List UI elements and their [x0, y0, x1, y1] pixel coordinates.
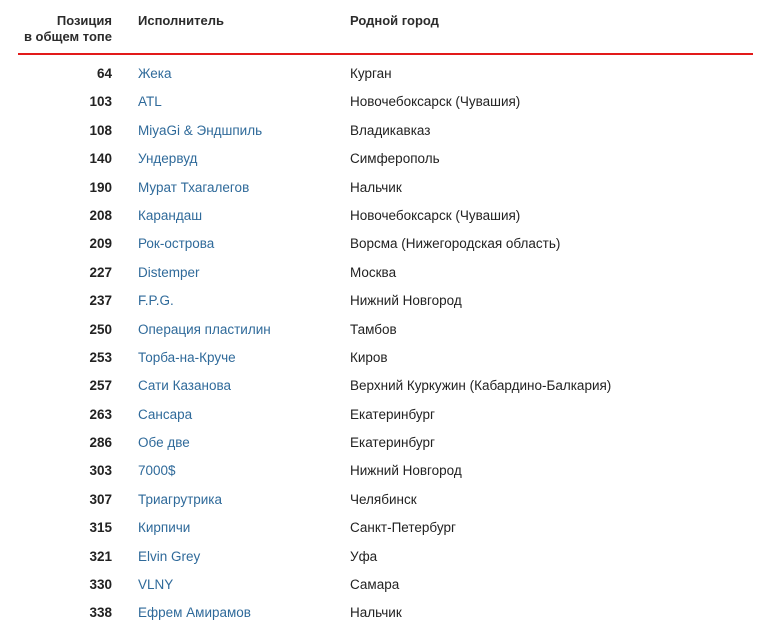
row-artist-link[interactable]: F.P.G. — [138, 293, 174, 309]
row-city: Самара — [350, 577, 400, 593]
row-artist-link[interactable]: Обе две — [138, 435, 190, 451]
row-city: Новочебоксарск (Чувашия) — [350, 94, 521, 110]
row-artist-link[interactable]: Карандаш — [138, 207, 203, 223]
table-row — [0, 146, 780, 174]
row-artist-link[interactable]: Кирпичи — [138, 520, 191, 536]
row-city: Екатеринбург — [350, 435, 435, 451]
table-row — [0, 402, 780, 430]
row-artist-link[interactable]: Elvin Grey — [138, 548, 201, 564]
table-row — [0, 458, 780, 486]
row-position: 338 — [89, 605, 112, 621]
row-position: 64 — [96, 66, 112, 81]
row-artist-link[interactable]: Ундервуд — [138, 151, 198, 167]
row-position: 250 — [89, 321, 112, 337]
table-row — [0, 600, 780, 628]
row-artist-link[interactable]: Сансара — [138, 406, 193, 422]
table-row — [0, 430, 780, 458]
row-artist-link[interactable]: 7000$ — [138, 463, 176, 479]
row-artist-link[interactable]: Жека — [138, 66, 172, 81]
row-city: Нальчик — [350, 179, 402, 195]
row-artist-link[interactable]: Триагрутрика — [138, 491, 223, 507]
row-artist-link[interactable]: Ефрем Амирамов — [138, 605, 251, 621]
row-position: 108 — [89, 122, 112, 138]
row-city: Киров — [350, 349, 388, 365]
table-row — [0, 203, 780, 231]
row-position: 140 — [89, 151, 112, 167]
row-position: 237 — [89, 293, 112, 309]
row-position: 286 — [89, 435, 112, 451]
row-city: Симферополь — [350, 151, 440, 167]
table-row — [0, 61, 780, 89]
row-position: 208 — [89, 207, 112, 223]
row-position: 263 — [89, 406, 112, 422]
row-position: 253 — [89, 349, 112, 365]
table-row — [0, 288, 780, 316]
table-row — [0, 345, 780, 373]
row-artist-link[interactable]: Операция пластилин — [138, 321, 271, 337]
table-row — [0, 572, 780, 600]
table-row — [0, 544, 780, 572]
row-position: 307 — [89, 491, 112, 507]
row-city: Санкт-Петербург — [350, 520, 456, 536]
row-city: Москва — [350, 264, 397, 280]
row-city: Нальчик — [350, 605, 402, 621]
row-artist-link[interactable]: ATL — [138, 94, 162, 110]
row-city: Ворсма (Нижегородская область) — [350, 236, 561, 252]
table-row — [0, 260, 780, 288]
table-row — [0, 487, 780, 515]
row-city: Владикавказ — [350, 122, 431, 138]
table-body — [0, 61, 780, 629]
row-position: 103 — [89, 94, 112, 110]
row-city: Челябинск — [350, 491, 417, 507]
row-artist-link[interactable]: Сати Казанова — [138, 378, 231, 394]
table-row — [0, 118, 780, 146]
header-position — [18, 13, 112, 45]
row-artist-link[interactable]: VLNY — [138, 577, 174, 593]
row-artist-link[interactable]: Рок-острова — [138, 236, 215, 252]
header-position-line1: Позиция — [56, 13, 112, 28]
row-city: Нижний Новгород — [350, 293, 462, 309]
row-artist-link[interactable]: MiyaGi & Эндшпиль — [138, 122, 263, 138]
row-position: 321 — [89, 548, 112, 564]
row-position: 209 — [89, 236, 112, 252]
row-city: Верхний Куркужин (Кабардино-Балкария) — [350, 378, 612, 394]
table-row — [0, 175, 780, 203]
header-city: Родной город — [350, 13, 439, 28]
header-position-line2: в общем топе — [23, 29, 112, 44]
table-row — [0, 89, 780, 117]
table-row — [0, 317, 780, 345]
table-row — [0, 231, 780, 259]
row-position: 227 — [89, 264, 112, 280]
row-city: Уфа — [350, 548, 378, 564]
row-city: Екатеринбург — [350, 406, 435, 422]
header-artist: Исполнитель — [138, 13, 224, 28]
row-city: Курган — [350, 66, 392, 81]
row-artist-link[interactable]: Мурат Тхагалегов — [138, 179, 250, 195]
row-position: 303 — [89, 463, 112, 479]
row-city: Тамбов — [350, 321, 397, 337]
row-artist-link[interactable]: Distemper — [138, 264, 200, 280]
row-position: 257 — [89, 378, 112, 394]
table-row — [0, 373, 780, 401]
header-divider — [18, 53, 753, 55]
row-city: Нижний Новгород — [350, 463, 462, 479]
row-position: 190 — [89, 179, 112, 195]
row-position: 315 — [89, 520, 112, 536]
row-city: Новочебоксарск (Чувашия) — [350, 207, 521, 223]
table-row — [0, 515, 780, 543]
row-artist-link[interactable]: Торба-на-Круче — [138, 349, 236, 365]
row-position: 330 — [89, 577, 112, 593]
